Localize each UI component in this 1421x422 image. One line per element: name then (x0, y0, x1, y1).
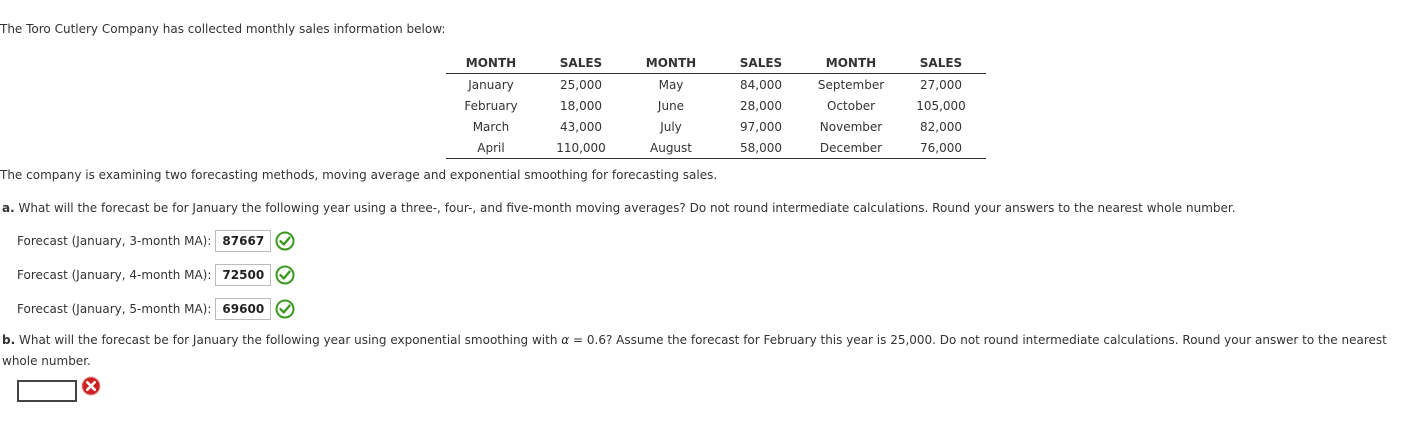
table-cell: February (464, 98, 518, 113)
question-a-text: What will the forecast be for January the following year using a three-, four-, and five-month moving averages? Do not round intermediate calculations. Round your answers to the nearest whole number. (14, 201, 1236, 215)
header-sales-1: SALES (536, 52, 626, 74)
table-cell: April (446, 137, 536, 159)
table-cell: 97,000 (740, 119, 782, 134)
check-icon (275, 265, 295, 285)
question-a (2, 201, 1236, 215)
table-cell: September (817, 77, 885, 92)
answer-b-field[interactable] (17, 380, 77, 402)
table-cell: 18,000 (560, 98, 602, 113)
header-month-2: MONTH (626, 52, 716, 74)
table-cell: 28,000 (740, 98, 782, 113)
table-cell: December (806, 137, 896, 159)
error-x-icon (81, 376, 101, 396)
forecast-label: Forecast (January, 4-month MA): (17, 268, 212, 282)
table-cell: 27,000 (920, 77, 962, 92)
table-cell: January (468, 77, 514, 92)
header-sales-3: SALES (896, 52, 986, 74)
check-icon (275, 299, 295, 319)
forecast-answer-field[interactable]: 87667 (215, 230, 271, 252)
table-cell: March (472, 119, 510, 134)
methods-text: The company is examining two forecasting methods, moving average and exponential smoothing for forecasting sales. (0, 168, 718, 182)
header-month-3: MONTH (806, 52, 896, 74)
table-row (446, 95, 986, 116)
forecast-answer-field[interactable]: 72500 (215, 264, 271, 286)
table-cell: 82,000 (920, 119, 962, 134)
answer-b-input[interactable] (19, 382, 75, 400)
header-month-1: MONTH (446, 52, 536, 74)
check-icon (275, 231, 295, 251)
question-b-text: What will the forecast be for January the following year using exponential smoothing with (15, 333, 562, 347)
table-cell: May (658, 77, 684, 92)
table-header-row (446, 52, 986, 74)
table-cell: 76,000 (896, 137, 986, 159)
table-row (446, 116, 986, 137)
table-cell: November (819, 119, 883, 134)
alpha-symbol: α (561, 333, 570, 347)
table-cell: June (657, 98, 685, 113)
table-cell: 43,000 (560, 119, 602, 134)
table-cell: October (826, 98, 876, 113)
question-b (2, 330, 1412, 372)
table-cell: July (660, 119, 682, 134)
forecast-answer-field[interactable]: 69600 (215, 298, 271, 320)
table-cell: 110,000 (536, 137, 626, 159)
forecast-label: Forecast (January, 5-month MA): (17, 302, 212, 316)
table-cell: August (626, 137, 716, 159)
table-cell: 58,000 (716, 137, 806, 159)
table-cell: 105,000 (916, 98, 966, 113)
table-cell: 25,000 (560, 77, 602, 92)
question-b-letter: b. (2, 333, 16, 347)
forecast-row-3ma (17, 228, 295, 254)
forecast-row-5ma (17, 296, 295, 322)
forecast-label: Forecast (January, 3-month MA): (17, 234, 212, 248)
intro-text: The Toro Cutlery Company has collected monthly sales information below: (0, 22, 446, 36)
forecast-row-4ma (17, 262, 295, 288)
question-a-letter: a. (2, 201, 15, 215)
table-row (446, 137, 986, 159)
table-row (446, 74, 986, 96)
question-b-text-cont: = 0.6? Assume the forecast for February this year is 25,000. Do not round intermediate calculations. Round your answer to the nearest whole number. (2, 333, 1387, 368)
sales-table (446, 52, 986, 159)
header-sales-2: SALES (716, 52, 806, 74)
table-cell: 84,000 (740, 77, 782, 92)
